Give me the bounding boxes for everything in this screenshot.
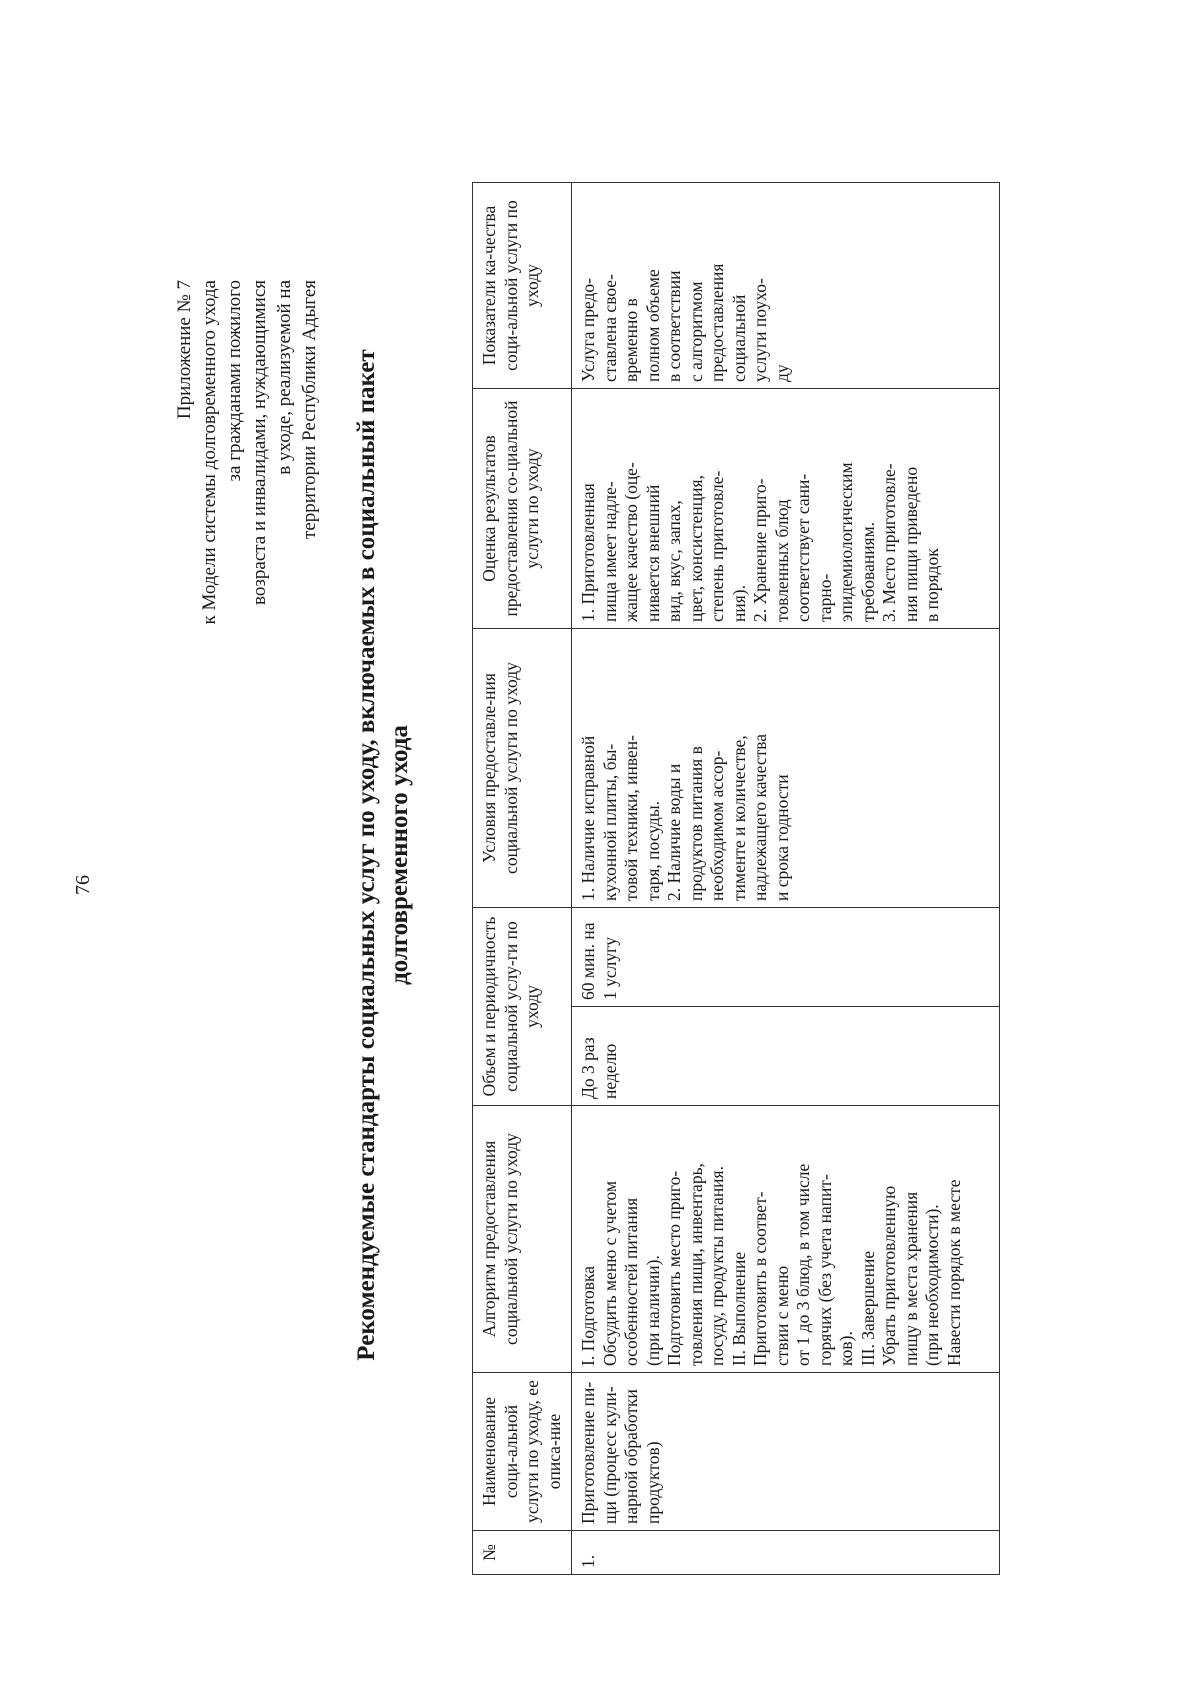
evaluation-line: ния пищи приведено (900, 466, 921, 622)
algorithm-line: от 1 до 3 блюд, в том числе (793, 1163, 813, 1366)
conditions-line: кухонной плиты, бы- (599, 743, 620, 901)
evaluation-line: соответствует сани- (793, 473, 813, 622)
conditions-line: 2. Наличие воды и (664, 763, 684, 901)
cell-quality (572, 183, 1000, 389)
evaluation-line: нивается внешний (642, 484, 663, 622)
evaluation-line: 1. Приготовленная (578, 483, 598, 622)
algorithm-line: Приготовить в соответ- (750, 1191, 770, 1366)
cell-duration: 60 мин. на 1 услугу (572, 908, 1000, 1007)
appendix-line: за гражданами пожилого (224, 280, 245, 482)
quality-line: полном объеме (642, 269, 663, 382)
title-line: Рекомендуемые стандарты социальных услуг по уходу, включаемых в социальный пакет (353, 349, 380, 1361)
appendix-line: в уходе, реализуемой на (274, 280, 295, 475)
quality-line: временно в (621, 298, 641, 382)
appendix-line: Приложение № 7 (174, 280, 195, 420)
conditions-line: необходимом ассор- (707, 750, 727, 901)
cell-evaluation (572, 389, 1000, 629)
page-number: 76 (72, 875, 94, 895)
evaluation-line: 2. Хранение приго- (750, 478, 770, 622)
quality-line: в соответствии (664, 270, 684, 382)
algorithm-line: особенностей питания (621, 1197, 641, 1366)
conditions-line: таря, посуды. (642, 801, 663, 901)
evaluation-line: степень приготовле- (707, 470, 727, 622)
quality-line: с алгоритмом (685, 281, 706, 382)
appendix-line: к Модели системы долговременного ухода (199, 280, 220, 625)
conditions-line: тименте и количестве, (728, 735, 749, 901)
quality-line: социальной (728, 294, 749, 382)
algorithm-line: пищу в места хранения (900, 1191, 921, 1366)
conditions-line: 1. Наличие исправной (578, 735, 598, 901)
evaluation-line: вид, вкус, запах, (664, 500, 684, 622)
quality-line: Услуга предо- (578, 278, 598, 382)
appendix-note (172, 280, 322, 624)
evaluation-line: в порядок (922, 548, 942, 622)
title-line: долговременного ухода (386, 725, 413, 985)
algorithm-line: ков). (836, 1331, 856, 1366)
header-quality: Показатели ка-чества соци-альной услуги по уходу (473, 183, 572, 389)
evaluation-line: ния). (728, 585, 749, 622)
quality-line: ду (771, 364, 792, 382)
cell-algorithm (572, 1106, 1000, 1373)
evaluation-line: тарно- (814, 573, 835, 622)
header-algorithm: Алгоритм предоставления социальной услуги по уходу (473, 1106, 572, 1373)
header-name: Наименование соци-альной услуги по уходу, ее описа-ние (473, 1373, 572, 1531)
evaluation-line: требованиям. (857, 521, 878, 622)
header-evaluation: Оценка результатов предоставления со-циальной услуги по уходу (473, 389, 572, 629)
algorithm-line: Навести порядок в месте (943, 1179, 964, 1366)
algorithm-line: Обсудить меню с учетом (599, 1180, 620, 1366)
algorithm-line: Убрать приготовленную (879, 1185, 899, 1366)
conditions-line: надлежащего качества (750, 733, 770, 901)
cell-periodicity: До 3 раз неделю (572, 1007, 1000, 1106)
conditions-line: продуктов питания в (685, 746, 706, 901)
algorithm-line: I. Подготовка (578, 1265, 598, 1366)
algorithm-line: III. Завершение (857, 1250, 878, 1366)
cell-num: 1. (572, 1531, 1000, 1575)
standards-table (472, 182, 1000, 1575)
evaluation-line: жащее качество (оце- (621, 462, 641, 622)
algorithm-line: Подготовить место приго- (664, 1170, 684, 1366)
quality-line: услуги поухо- (750, 278, 770, 382)
algorithm-line: II. Выполнение (728, 1251, 749, 1366)
quality-line: предоставления (707, 263, 727, 382)
evaluation-line: пища имеет надле- (599, 481, 620, 622)
cell-conditions (572, 629, 1000, 908)
appendix-line: возраста и инвалидами, нуждающимися (249, 280, 270, 605)
header-num: № (473, 1531, 572, 1575)
conditions-line: и срока годности (771, 774, 792, 901)
algorithm-line: посуду, продукты питания. (707, 1166, 727, 1366)
evaluation-line: эпидемиологическим (836, 462, 856, 622)
header-conditions: Условия предоставле-ния социальной услуги по уходу (473, 629, 572, 908)
document-title (350, 305, 416, 1405)
header-volume: Объем и периодичность социальной услу-ги по уходу (473, 908, 572, 1106)
table-header-row (473, 183, 572, 1575)
evaluation-line: товленных блюд (771, 499, 792, 622)
algorithm-line: горячих (без учета напит- (814, 1174, 835, 1366)
quality-line: ставлена свое- (599, 274, 620, 382)
conditions-line: товой техники, инвен- (621, 735, 641, 901)
evaluation-line: цвет, консистенция, (685, 475, 706, 622)
appendix-line: территории Республики Адыгея (299, 280, 320, 539)
algorithm-line: (при наличии). (642, 1255, 663, 1366)
table-row (572, 183, 1000, 1575)
cell-name: Приготовление пи-щи (процесс кули-нарной обработки продуктов) (572, 1373, 1000, 1531)
evaluation-line: 3. Место приготовле- (879, 463, 899, 622)
algorithm-line: товления пищи, инвентарь, (685, 1163, 706, 1366)
algorithm-line: (при необходимости). (922, 1204, 942, 1366)
algorithm-line: ствии с меню (771, 1265, 792, 1366)
